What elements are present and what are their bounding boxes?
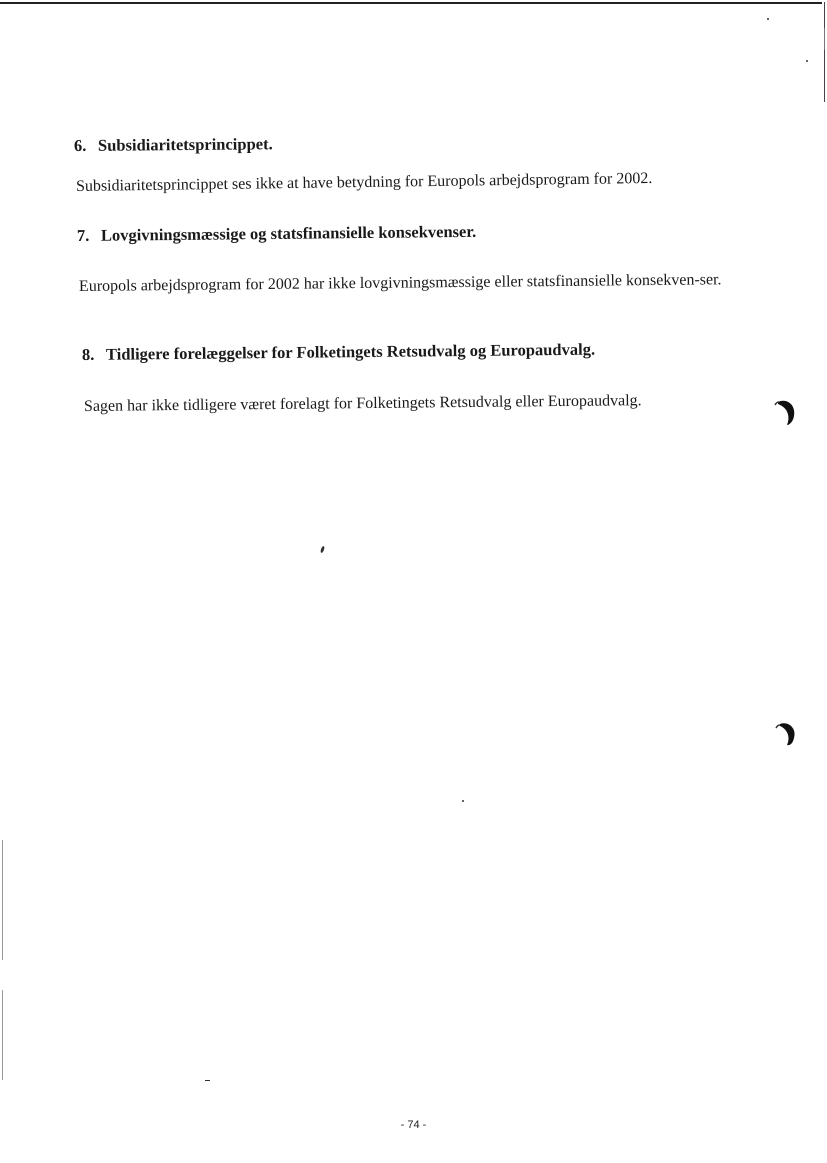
section-7-heading: [77, 222, 476, 246]
section-8-heading: [82, 340, 595, 365]
punch-hole-icon: [772, 718, 802, 748]
section-title: Subsidiaritetsprincippet.: [97, 134, 273, 155]
scan-speck: [205, 1080, 210, 1081]
section-number: 7.: [76, 225, 90, 245]
scan-speck: [767, 18, 769, 20]
section-6-paragraph: Subsidiaritetsprincippet ses ikke at have betydning for Europols arbejdsprogram for 2002.: [75, 169, 653, 195]
section-8-paragraph: Sagen har ikke tidligere været forelagt for Folketingets Retsudvalg eller Europaudvalg.: [83, 392, 642, 415]
section-7-paragraph: Europols arbejdsprogram for 2002 har ikke lovgivningsmæssige eller statsfinansielle konsekven-ser.: [78, 271, 722, 295]
scan-speck: [462, 800, 464, 802]
page-number: - 74 -: [400, 1119, 427, 1131]
section-number: 6.: [73, 135, 87, 155]
scan-speck: [806, 60, 808, 62]
section-number: 8.: [81, 344, 95, 364]
punch-hole-icon: [772, 396, 802, 426]
scan-speck: [320, 546, 325, 554]
right-scan-edge: [824, 2, 825, 102]
left-scan-edge: [2, 840, 3, 960]
top-border-line: [0, 2, 822, 4]
section-title: Tidligere forelæggelser for Folketingets Retsudvalg og Europaudvalg.: [105, 339, 596, 364]
right-scan-mark: [824, 28, 825, 50]
section-title: Lovgivningsmæssige og statsfinansielle konsekvenser.: [100, 221, 477, 245]
left-scan-edge: [2, 990, 3, 1080]
section-6-heading: [74, 134, 273, 156]
